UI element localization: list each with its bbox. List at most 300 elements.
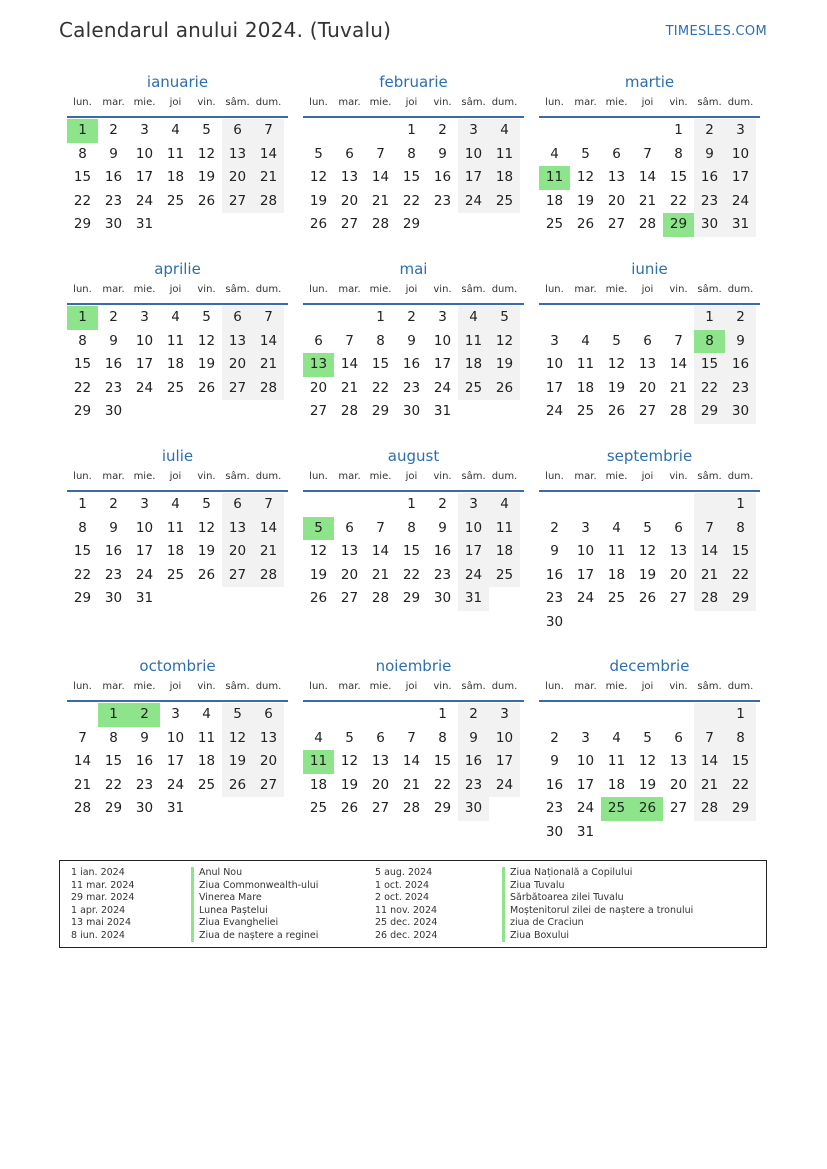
weekday-label: joi: [405, 471, 418, 482]
day-cell: 21: [371, 566, 390, 583]
day-cell: 26: [222, 774, 253, 798]
weekday-label: joi: [169, 284, 182, 295]
day-cell: 11: [576, 356, 595, 372]
weekday-label: mie.: [369, 471, 392, 482]
weekday-label: joi: [405, 97, 418, 108]
weekday-label: lun.: [545, 681, 564, 692]
weekday-header: [539, 92, 760, 118]
day-cell: 9: [550, 543, 559, 559]
day-cell: 19: [197, 356, 216, 372]
day-cell: 22: [73, 192, 92, 209]
day-cell: 28: [371, 216, 390, 232]
day-cell: 5: [643, 729, 652, 746]
day-cell: 12: [222, 727, 253, 751]
day-cell: 14: [371, 169, 390, 185]
legend-holiday-date: 13 mai 2024: [71, 917, 132, 928]
day-cell: 5: [314, 145, 323, 162]
day-cell: 20: [669, 566, 688, 583]
day-cell: 11: [197, 729, 216, 746]
day-cell: 16: [104, 543, 123, 559]
day-cell: 28: [371, 590, 390, 606]
day-cell: 16: [135, 753, 154, 769]
day-cell: 7: [674, 332, 683, 349]
month-decembrie: [539, 656, 760, 844]
holiday-day-cell: 1: [67, 306, 98, 330]
holiday-day-cell: 13: [303, 353, 334, 377]
day-cell: 30: [104, 216, 123, 232]
day-cell: 14: [669, 356, 688, 372]
weekday-label: sâm.: [697, 284, 722, 295]
day-cell: 28: [253, 564, 284, 588]
day-cell: 19: [638, 566, 657, 583]
month-days: [303, 119, 524, 237]
weekday-label: dum.: [255, 284, 282, 295]
day-cell: 27: [253, 774, 284, 798]
day-cell: 13: [607, 169, 626, 185]
month-martie: [539, 72, 760, 237]
empty-cell: [570, 306, 601, 330]
day-cell: 27: [222, 190, 253, 214]
empty-cell: [694, 493, 725, 517]
day-cell: 1: [694, 306, 725, 330]
day-cell: 10: [576, 753, 595, 769]
day-cell: 20: [638, 379, 657, 396]
day-cell: 3: [458, 493, 489, 517]
day-cell: 1: [407, 122, 416, 138]
empty-cell: [663, 493, 694, 517]
day-cell: 8: [376, 332, 385, 349]
holiday-legend: [59, 860, 767, 948]
day-cell: 7: [78, 729, 87, 746]
empty-cell: [253, 587, 284, 611]
day-cell: 30: [104, 403, 123, 419]
legend-holiday-name: Ziua Evangheliei: [191, 917, 318, 930]
empty-cell: [396, 703, 427, 727]
empty-cell: [663, 611, 694, 635]
day-cell: 13: [638, 356, 657, 372]
day-cell: 3: [140, 122, 149, 138]
day-cell: 26: [197, 192, 216, 209]
day-cell: 4: [314, 729, 323, 746]
day-cell: 18: [197, 753, 216, 769]
empty-cell: [632, 611, 663, 635]
weekday-header: [303, 279, 524, 305]
day-cell: 16: [458, 750, 489, 774]
day-cell: 24: [166, 776, 185, 793]
day-cell: 3: [489, 703, 520, 727]
day-cell: 4: [550, 145, 559, 162]
weekday-label: mar.: [102, 471, 125, 482]
day-cell: 14: [402, 753, 421, 769]
month-name: septembrie: [606, 447, 693, 465]
page-title: Calendarul anului 2024. (Tuvalu): [59, 18, 392, 42]
day-cell: 22: [402, 192, 421, 209]
weekday-label: dum.: [491, 681, 518, 692]
empty-cell: [570, 119, 601, 143]
day-cell: 15: [73, 356, 92, 372]
day-cell: 3: [581, 729, 590, 746]
day-cell: 25: [197, 776, 216, 793]
empty-cell: [253, 400, 284, 424]
weekday-label: dum.: [255, 471, 282, 482]
day-cell: 30: [458, 797, 489, 821]
month-august: [303, 446, 524, 611]
weekday-label: mar.: [338, 681, 361, 692]
empty-cell: [365, 119, 396, 143]
day-cell: 29: [402, 590, 421, 606]
day-cell: 26: [607, 403, 626, 419]
day-cell: 5: [612, 332, 621, 349]
day-cell: 6: [674, 519, 683, 536]
day-cell: 22: [669, 192, 688, 209]
empty-cell: [539, 493, 570, 517]
day-cell: 26: [309, 590, 328, 606]
day-cell: 14: [73, 753, 92, 769]
legend-holiday-name: Lunea Paștelui: [191, 905, 318, 918]
day-cell: 7: [694, 517, 725, 541]
legend-holiday-name: Ziua Boxului: [502, 930, 693, 943]
empty-cell: [694, 611, 725, 635]
empty-cell: [334, 703, 365, 727]
holiday-day-cell: 11: [303, 750, 334, 774]
weekday-label: mar.: [102, 681, 125, 692]
empty-cell: [601, 611, 632, 635]
day-cell: 30: [135, 800, 154, 816]
day-cell: 21: [402, 776, 421, 793]
day-cell: 11: [166, 332, 185, 349]
weekday-label: dum.: [491, 97, 518, 108]
empty-cell: [489, 587, 520, 611]
day-cell: 27: [669, 800, 688, 816]
empty-cell: [632, 703, 663, 727]
legend-dates-right: [375, 867, 437, 942]
day-cell: 18: [309, 776, 328, 793]
day-cell: 23: [433, 566, 452, 583]
weekday-label: joi: [169, 97, 182, 108]
day-cell: 6: [222, 306, 253, 330]
day-cell: 11: [166, 145, 185, 162]
day-cell: 18: [166, 543, 185, 559]
month-name: octombrie: [139, 657, 216, 675]
day-cell: 8: [438, 729, 447, 746]
empty-cell: [191, 797, 222, 821]
weekday-label: mie.: [133, 471, 156, 482]
legend-holiday-name: Anul Nou: [191, 867, 318, 880]
day-cell: 6: [222, 119, 253, 143]
weekday-label: vin.: [669, 471, 688, 482]
day-cell: 14: [253, 143, 284, 167]
weekday-label: joi: [405, 681, 418, 692]
day-cell: 24: [489, 774, 520, 798]
weekday-label: vin.: [669, 97, 688, 108]
day-cell: 3: [581, 519, 590, 536]
day-cell: 6: [376, 729, 385, 746]
day-cell: 4: [581, 332, 590, 349]
weekday-label: mar.: [102, 284, 125, 295]
day-cell: 16: [433, 169, 452, 185]
day-cell: 9: [109, 145, 118, 162]
day-cell: 31: [576, 823, 595, 840]
day-cell: 12: [638, 543, 657, 559]
weekday-label: lun.: [545, 471, 564, 482]
empty-cell: [694, 703, 725, 727]
day-cell: 4: [171, 496, 180, 512]
weekday-label: mie.: [369, 284, 392, 295]
weekday-label: sâm.: [461, 681, 486, 692]
month-noiembrie: [303, 656, 524, 821]
day-cell: 10: [576, 543, 595, 559]
day-cell: 23: [104, 379, 123, 396]
day-cell: 3: [458, 119, 489, 143]
weekday-label: mar.: [574, 284, 597, 295]
holiday-day-cell: 25: [601, 797, 632, 821]
day-cell: 18: [489, 540, 520, 564]
empty-cell: [222, 797, 253, 821]
weekday-header: [303, 466, 524, 492]
weekday-label: mie.: [133, 284, 156, 295]
day-cell: 30: [402, 403, 421, 419]
day-cell: 8: [725, 727, 756, 751]
weekday-label: sâm.: [697, 681, 722, 692]
day-cell: 27: [607, 216, 626, 232]
day-cell: 17: [576, 776, 595, 793]
day-cell: 11: [489, 517, 520, 541]
month-days: [539, 493, 760, 634]
day-cell: 24: [545, 403, 564, 419]
day-cell: 25: [489, 564, 520, 588]
day-cell: 12: [576, 169, 595, 185]
day-cell: 20: [222, 540, 253, 564]
weekday-label: mie.: [605, 471, 628, 482]
weekday-label: sâm.: [461, 471, 486, 482]
day-cell: 17: [489, 750, 520, 774]
day-cell: 25: [166, 192, 185, 209]
empty-cell: [458, 213, 489, 237]
month-name: noiembrie: [375, 657, 452, 675]
day-cell: 16: [433, 543, 452, 559]
day-cell: 23: [545, 590, 564, 606]
day-cell: 15: [725, 540, 756, 564]
month-days: [67, 703, 288, 821]
day-cell: 27: [222, 377, 253, 401]
empty-cell: [334, 493, 365, 517]
day-cell: 25: [607, 590, 626, 606]
legend-names-left: [191, 867, 318, 942]
day-cell: 27: [309, 403, 328, 419]
empty-cell: [663, 703, 694, 727]
day-cell: 29: [371, 403, 390, 419]
day-cell: 1: [674, 122, 683, 138]
holiday-day-cell: 1: [67, 119, 98, 143]
day-cell: 14: [340, 356, 359, 372]
weekday-label: sâm.: [225, 97, 250, 108]
empty-cell: [160, 400, 191, 424]
day-cell: 14: [371, 543, 390, 559]
day-cell: 24: [458, 564, 489, 588]
empty-cell: [160, 213, 191, 237]
day-cell: 28: [694, 797, 725, 821]
weekday-label: mie.: [605, 97, 628, 108]
day-cell: 16: [402, 356, 421, 372]
empty-cell: [334, 306, 365, 330]
day-cell: 13: [371, 753, 390, 769]
day-cell: 23: [135, 776, 154, 793]
day-cell: 18: [166, 169, 185, 185]
day-cell: 23: [402, 379, 421, 396]
day-cell: 22: [73, 566, 92, 583]
day-cell: 7: [407, 729, 416, 746]
day-cell: 12: [607, 356, 626, 372]
day-cell: 20: [371, 776, 390, 793]
empty-cell: [632, 821, 663, 845]
legend-holiday-date: 8 iun. 2024: [71, 929, 125, 941]
month-name: decembrie: [609, 657, 690, 675]
legend-holiday-name: Ziua Națională a Copilului: [502, 867, 693, 880]
day-cell: 13: [669, 753, 688, 769]
day-cell: 30: [694, 213, 725, 237]
weekday-label: dum.: [727, 681, 754, 692]
day-cell: 29: [725, 797, 756, 821]
day-cell: 19: [340, 776, 359, 793]
day-cell: 15: [402, 543, 421, 559]
month-aprilie: [67, 259, 288, 424]
day-cell: 10: [135, 519, 154, 536]
brand-link[interactable]: TIMESLES.COM: [665, 24, 767, 39]
day-cell: 15: [73, 543, 92, 559]
day-cell: 6: [643, 332, 652, 349]
day-cell: 28: [253, 190, 284, 214]
weekday-header: [67, 466, 288, 492]
day-cell: 30: [104, 590, 123, 606]
day-cell: 16: [104, 356, 123, 372]
day-cell: 4: [489, 493, 520, 517]
day-cell: 11: [166, 519, 185, 536]
day-cell: 12: [638, 753, 657, 769]
month-days: [67, 306, 288, 424]
weekday-label: dum.: [727, 471, 754, 482]
day-cell: 9: [109, 519, 118, 536]
day-cell: 31: [166, 800, 185, 816]
day-cell: 6: [253, 703, 284, 727]
day-cell: 22: [402, 566, 421, 583]
month-days: [539, 119, 760, 237]
holiday-day-cell: 11: [539, 166, 570, 190]
weekday-label: dum.: [491, 471, 518, 482]
weekday-label: vin.: [433, 471, 452, 482]
day-cell: 18: [166, 356, 185, 372]
legend-holiday-name: Vinerea Mare: [191, 892, 318, 905]
day-cell: 19: [309, 192, 328, 209]
legend-holiday-name: Ziua Commonwealth-ului: [191, 880, 318, 893]
weekday-label: mar.: [574, 97, 597, 108]
weekday-label: lun.: [73, 681, 92, 692]
day-cell: 12: [309, 169, 328, 185]
day-cell: 26: [340, 800, 359, 816]
weekday-label: lun.: [545, 284, 564, 295]
day-cell: 9: [438, 145, 447, 162]
month-days: [539, 306, 760, 424]
weekday-label: vin.: [433, 284, 452, 295]
day-cell: 26: [489, 377, 520, 401]
day-cell: 24: [576, 590, 595, 606]
day-cell: 23: [458, 774, 489, 798]
day-cell: 10: [433, 332, 452, 349]
empty-cell: [725, 611, 756, 635]
day-cell: 21: [638, 192, 657, 209]
weekday-header: [67, 676, 288, 702]
day-cell: 4: [202, 706, 211, 722]
weekday-header: [67, 279, 288, 305]
weekday-header: [539, 676, 760, 702]
month-days: [303, 493, 524, 611]
weekday-label: sâm.: [461, 284, 486, 295]
day-cell: 18: [607, 776, 626, 793]
empty-cell: [222, 400, 253, 424]
month-septembrie: [539, 446, 760, 634]
day-cell: 3: [171, 706, 180, 722]
day-cell: 20: [669, 776, 688, 793]
legend-holiday-name: Ziua de naștere a reginei: [191, 930, 318, 943]
day-cell: 17: [576, 566, 595, 583]
weekday-label: vin.: [433, 681, 452, 692]
day-cell: 8: [725, 517, 756, 541]
day-cell: 29: [73, 590, 92, 606]
day-cell: 11: [607, 543, 626, 559]
empty-cell: [570, 611, 601, 635]
day-cell: 5: [643, 519, 652, 536]
day-cell: 7: [376, 519, 385, 536]
empty-cell: [427, 213, 458, 237]
day-cell: 2: [109, 496, 118, 512]
legend-holiday-name: Moștenitorul zilei de naștere a tronului: [502, 905, 693, 918]
weekday-label: joi: [641, 97, 654, 108]
day-cell: 9: [458, 727, 489, 751]
day-cell: 15: [371, 356, 390, 372]
day-cell: 12: [197, 332, 216, 349]
weekday-label: joi: [405, 284, 418, 295]
day-cell: 10: [489, 727, 520, 751]
empty-cell: [663, 306, 694, 330]
day-cell: 12: [309, 543, 328, 559]
day-cell: 23: [725, 377, 756, 401]
month-name: februarie: [379, 73, 448, 91]
day-cell: 21: [694, 774, 725, 798]
day-cell: 22: [725, 774, 756, 798]
day-cell: 22: [433, 776, 452, 793]
day-cell: 31: [433, 403, 452, 419]
day-cell: 9: [140, 729, 149, 746]
day-cell: 8: [407, 145, 416, 162]
month-name: ianuarie: [146, 73, 209, 91]
day-cell: 28: [638, 216, 657, 232]
month-ianuarie: [67, 72, 288, 237]
day-cell: 19: [489, 353, 520, 377]
empty-cell: [67, 703, 98, 727]
weekday-header: [539, 466, 760, 492]
legend-holiday-date: 25 dec. 2024: [375, 917, 438, 928]
day-cell: 23: [104, 192, 123, 209]
day-cell: 26: [309, 216, 328, 232]
empty-cell: [191, 213, 222, 237]
day-cell: 21: [73, 776, 92, 793]
day-cell: 8: [407, 519, 416, 536]
day-cell: 17: [545, 379, 564, 396]
empty-cell: [601, 119, 632, 143]
day-cell: 2: [550, 519, 559, 536]
day-cell: 3: [725, 119, 756, 143]
day-cell: 31: [458, 587, 489, 611]
empty-cell: [601, 703, 632, 727]
